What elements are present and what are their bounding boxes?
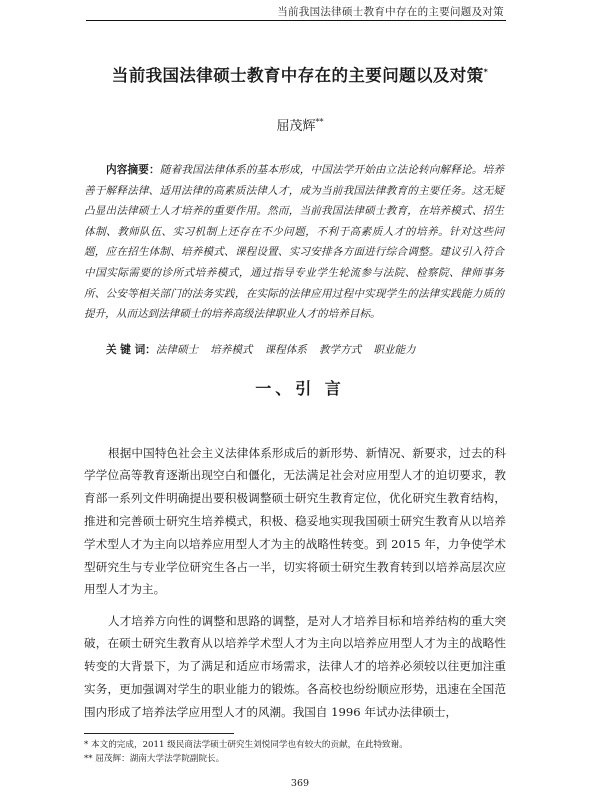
abstract-text: 随着我国法律体系的基本形成，中国法学开始由立法论转向解释论。培养善于解释法律、适用法律的高素质法律人才，成为当前我国法律教育的主要任务。这无疑凸显出法律硕士人才培养的重要作用。然而，当前我国法律硕士教育，在培养模式、招生体制、教师队伍、实习机制上还存在不少问题，不利于高素质人才的培养。针对这些问题，应在招生体制、培养模式、课程设置、实习安排各方面进行综合调整。建议引入符合中国实际需要的诊所式培养模式，通过指导专业学生轮流参与法院、检察院、律师事务所、公安等相关部门的法务实践，在实际的法律应用过程中实现学生的法律实践能力质的提升，从而达到法律硕士的培养高级法律职业人才的培养目标。 — [84, 164, 505, 321]
author-line — [0, 115, 600, 134]
section-heading: 一、引 言 — [255, 379, 345, 398]
keyword: 培养模式 — [210, 344, 253, 356]
keyword: 法律硕士 — [155, 344, 199, 356]
keyword: 教学方式 — [318, 344, 362, 356]
keywords-label: 关 键 词： — [106, 344, 156, 356]
page-number: 369 — [290, 778, 310, 789]
keyword: 课程体系 — [264, 344, 307, 356]
footnote-rule — [84, 733, 234, 734]
title-text: 当前我国法律硕士教育中存在的主要问题以及对策 — [111, 66, 484, 85]
article-title — [0, 62, 600, 86]
author-footnote-mark: ** — [315, 117, 324, 127]
footnote: ** 屈茂辉：湖南大学法学院副院长。 — [84, 754, 225, 764]
title-footnote-mark: * — [483, 67, 489, 77]
author-name: 屈茂辉 — [276, 119, 316, 134]
header-rule — [86, 20, 506, 21]
running-header: 当前我国法律硕士教育中存在的主要问题及对策 — [277, 6, 504, 18]
body-paragraph: 根据中国特色社会主义法律体系形成后的新形势、新情况、新要求，过去的科学学位高等教育逐渐出现空白和僵化，无法满足社会对应用型人才的迫切要求，教育部一系列文件明确提出要积极调整硕士研究生教育定位，优化研究生教育结构，推进和完善硕士研究生培养模式，积极、稳妥地实现我国硕士研究生教育从以培养学术型人才为主向以培养应用型人才为主的战略性转变。到 2015 年，力争使学术型研究生与专业学位研究生各占一半，切实将硕士研究生教育转到以培养高层次应用型人才为主。 — [84, 445, 506, 597]
keyword: 职业能力 — [373, 344, 416, 356]
body-paragraph: 人才培养方向性的调整和思路的调整，是对人才培养目标和培养结构的重大突破，在硕士研究生教育从以培养学术型人才为主向以培养应用型人才为主的战略性转变的大背景下，为了满足和适应市场需求，法律人才的培养必须较以往更加注重实务，更加强调对学生的职业能力的锻炼。各高校也纷纷顺应形势，迅速在全国范围内形成了培养法学应用型人才的风潮。我国自 1996 年试办法律硕士， — [84, 613, 506, 719]
abstract — [84, 160, 504, 325]
footnote: * 本文的完成，2011 级民商法学硕士研究生刘悦同学也有较大的贡献，在此特致谢。 — [84, 740, 408, 750]
abstract-label: 内容摘要： — [106, 164, 160, 176]
keywords — [84, 342, 504, 357]
